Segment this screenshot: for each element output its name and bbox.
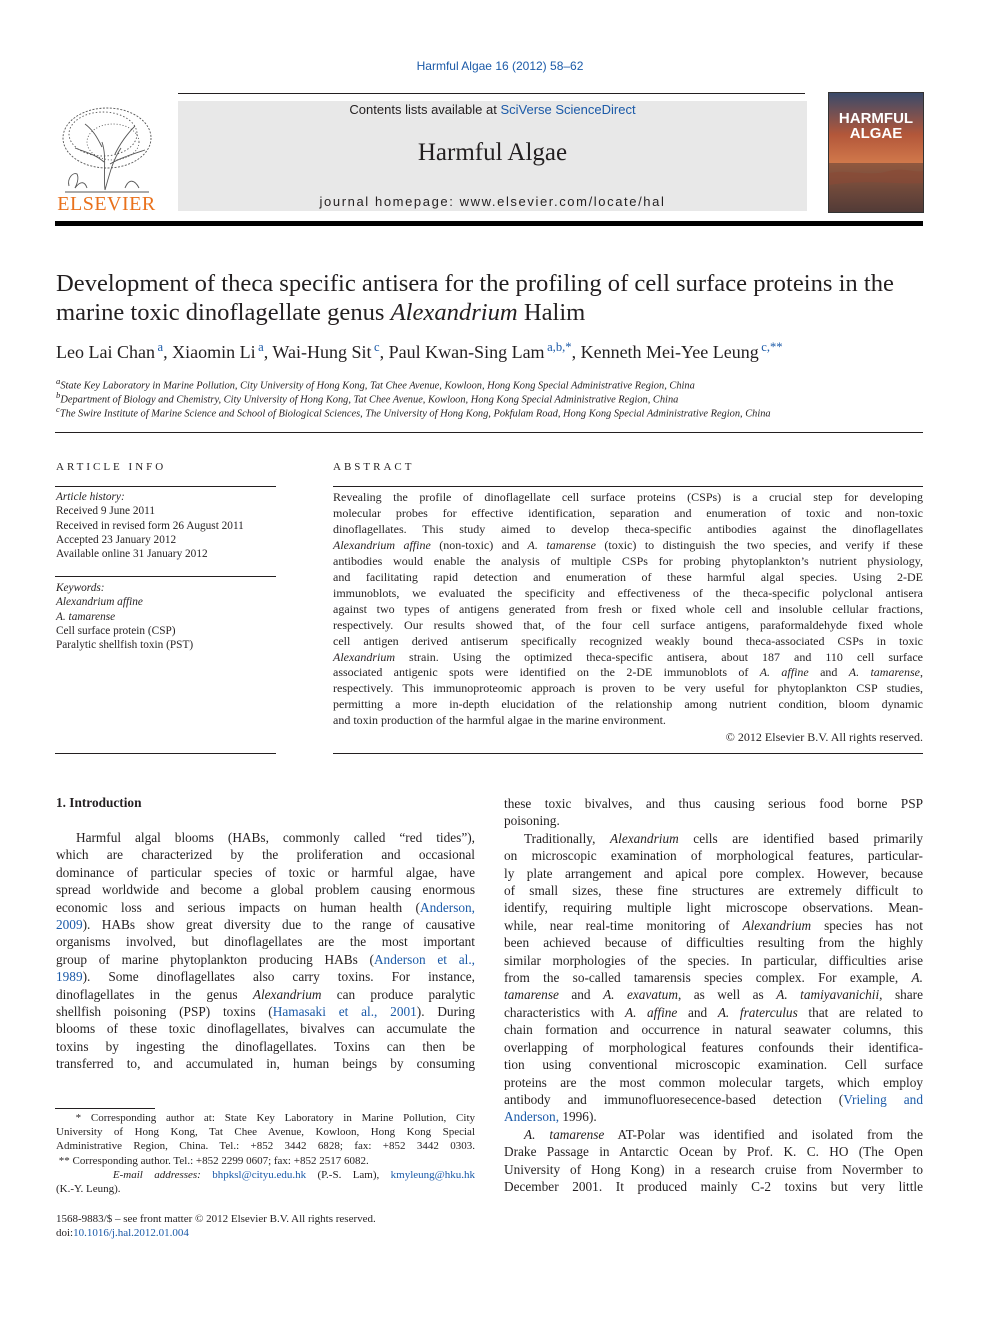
header-divider — [55, 221, 923, 226]
abstract-line: and facilitating rapid detection and enumeration of these harmful algal species. Using 2-DE — [333, 569, 923, 584]
body-line: 1989). Some dinoflagellates also carry toxins. For instance, — [56, 969, 475, 985]
homepage-line — [178, 194, 807, 209]
body-line: economic loss and serious impacts on human health (Anderson, — [56, 899, 475, 915]
footnote-line: * Corresponding author at: State Key Laboratory in Marine Pollution, City — [56, 1112, 475, 1124]
issn-line: 1568-9883/$ – see front matter © 2012 Elsevier B.V. All rights reserved. — [56, 1213, 376, 1225]
affiliation-marker: c — [56, 404, 60, 414]
keyword: A. tamarense — [56, 610, 116, 623]
keyword: Paralytic shellfish toxin (PST) — [56, 639, 194, 652]
body-line: Anderson, 1996). — [504, 1109, 597, 1125]
doi-prefix: doi: — [56, 1227, 74, 1240]
body-line: Harmful algal blooms (HABs, commonly called “red tides”), — [76, 830, 475, 845]
affiliation-text: State Key Laboratory in Marine Pollution, City University of Hong Kong, Tat Chee Avenue, Kowloon, Hong Kong Special Administrative Region, China — [60, 380, 695, 392]
body-line: been achieved because of difficulties resulting from the highly — [504, 935, 923, 951]
footnote-rule — [55, 1108, 155, 1109]
cover-title — [829, 111, 923, 141]
author-affiliation-marker[interactable]: a,b,* — [544, 340, 572, 354]
title-genus: Alexandrium — [390, 299, 518, 326]
sciencedirect-link[interactable]: SciVerse ScienceDirect — [500, 102, 636, 117]
author-separator: , — [571, 342, 581, 362]
cover-title-line-2: ALGAE — [849, 125, 903, 142]
body-line: blooms of these toxic dinoflagellates, bivalves can accumulate the — [56, 1021, 475, 1037]
author-affiliation-marker[interactable]: c,** — [758, 340, 783, 354]
contents-line — [178, 102, 807, 117]
body-line: while, near real-time monitoring of Alexandrium species has not — [504, 917, 924, 933]
article-info-rule — [55, 486, 276, 487]
author-name: Leo Lai Chan — [56, 342, 155, 362]
title-divider — [55, 432, 923, 433]
article-title — [56, 269, 926, 327]
author-affiliation-marker[interactable]: c — [371, 340, 380, 354]
body-line: dominance of particular species of toxic or harmful algae, have — [56, 864, 475, 880]
footnotes — [56, 1111, 475, 1196]
journal-citation[interactable]: Harmful Algae 16 (2012) 58–62 — [416, 59, 584, 73]
body-line: antibody and immunofluoresecence-based detection (Vrieling and — [504, 1091, 923, 1107]
abstract-line: and toxin production of the harmful algae in the marine environment. — [333, 713, 666, 728]
body-column-left — [56, 829, 475, 1073]
body-column-right — [504, 795, 923, 1195]
author-name: Kenneth Mei-Yee Leung — [580, 342, 759, 362]
body-line: shellfish poisoning (PSP) toxins (Hamasaki et al., 2001). During — [56, 1004, 475, 1020]
abstract-line: Alexandrium affine (non-toxic) and A. tamarense (toxic) to distinguish the two species, and verify if these — [333, 537, 923, 552]
author-affiliation-marker[interactable]: a — [154, 340, 164, 354]
body-line: transferred to, and accumulated in, human beings by consuming — [56, 1056, 475, 1072]
title-author-citation: Halim — [517, 299, 586, 326]
body-line: ly plate arrangement and apical pore complex. However, because — [504, 865, 923, 881]
affiliation-c — [56, 404, 936, 419]
affiliation-marker: b — [56, 390, 61, 400]
keywords — [56, 581, 276, 652]
masthead-rule — [178, 93, 805, 94]
abstract-line: dinoflagellates. This study aimed to develop theca-specific antibodies against the dinoflagellates — [333, 521, 923, 536]
footnote-line: University of Hong Kong, Tat Chee Avenue, Kowloon, Hong Kong Special — [56, 1126, 475, 1139]
cover-title-line-1: HARMFUL — [838, 110, 914, 127]
abstract-line: Revealing the profile of dinoflagellate cell surface proteins (CSPs) is a crucial step for developing — [333, 490, 923, 504]
front-matter-footer — [56, 1212, 475, 1240]
affiliation-marker: a — [56, 376, 61, 386]
abstract-text — [333, 490, 923, 729]
body-line: from the so-called tamarensis species complex. For example, A. — [504, 970, 923, 986]
keyword: Cell surface protein (CSP) — [56, 624, 176, 637]
body-line: Traditionally, Alexandrium cells are identified based primarily — [524, 830, 923, 846]
history-revised: Received in revised form 26 August 2011 — [56, 519, 244, 532]
contents-prefix: Contents lists available at — [349, 102, 501, 117]
author-separator: , — [263, 342, 273, 362]
section-heading-introduction: 1. Introduction — [56, 795, 142, 810]
abstract-heading: ABSTRACT — [333, 461, 415, 473]
body-line: A. tamarense AT-Polar was identified and isolated from the — [524, 1126, 923, 1142]
body-line: characteristics with A. affine and A. fraterculus that are related to — [504, 1004, 923, 1020]
keyword: Alexandrium affine — [56, 596, 143, 609]
doi-line — [56, 1226, 475, 1240]
body-line: dinoflagellates in the genus Alexandrium can produce paralytic — [56, 986, 476, 1002]
abstract-line: molecular probes for effective identification, separation and enumeration of toxic and non-toxic — [333, 505, 923, 520]
keywords-rule — [55, 576, 276, 577]
body-line: overlapping of morphological features confounds their identifica- — [504, 1039, 923, 1055]
body-line: proteins are the most common molecular targets, which employ — [504, 1074, 923, 1090]
body-line: Drake Passage in Antarctic Ocean by Prof. K. C. HO (The Open — [504, 1144, 923, 1160]
article-info-heading: ARTICLE INFO — [56, 461, 167, 473]
body-line: on microscopic examination of morphological features, particular- — [504, 848, 923, 864]
history-online: Available online 31 January 2012 — [56, 548, 208, 561]
author-affiliation-marker[interactable]: a — [255, 340, 264, 354]
body-line: these toxic bivalves, and thus causing serious food borne PSP — [504, 796, 923, 811]
footnote-line: Administrative Region, China. Tel.: +852 3442 6828; fax: +852 3442 0303. — [56, 1140, 475, 1153]
abstract-line: permitting a more in-depth elucidation of the relationship among nutrient condition, bloom dynamic — [333, 697, 923, 712]
body-line: group of marine phytoplankton producing HABs (Anderson et al., — [56, 951, 475, 967]
body-line: of small sizes, these fine structures are extremely difficult to — [504, 883, 923, 899]
abstract-line: Alexandrium strain. Using the optimized theca-specific antisera, about 187 and 110 cell surface — [333, 649, 923, 664]
body-line: chain formation and occurrence in natural seawater columns, this — [504, 1022, 923, 1038]
elsevier-wordmark: ELSEVIER — [57, 193, 156, 215]
abstract-line: associated antigenic spots were identified on the 2-DE immunoblots of A. affine and A. tamarense, — [333, 665, 923, 680]
journal-name: Harmful Algae — [417, 139, 568, 166]
abstract-copyright: © 2012 Elsevier B.V. All rights reserved. — [725, 730, 923, 744]
author-separator: , — [163, 342, 173, 362]
journal-cover-image[interactable] — [828, 92, 924, 213]
footnote-line: (K.-Y. Leung). — [56, 1183, 121, 1196]
article-info-bottom-rule — [55, 753, 276, 754]
body-line: 2009). HABs show great diversity due to the range of causative — [56, 917, 475, 933]
abstract-line: respectively. Our results showed that, of the four cell surface antigens, paraformaldehyde fixed whole — [333, 617, 923, 632]
body-line: toxins by ingesting the dinoflagellates. Toxins can then be — [56, 1038, 475, 1054]
abstract-rule — [333, 486, 923, 487]
article-history — [56, 490, 276, 561]
body-line: identify, requiring multiple light microscope observations. Mean- — [504, 900, 923, 916]
author-name: Paul Kwan-Sing Lam — [388, 342, 545, 362]
author-separator: , — [379, 342, 389, 362]
homepage-prefix: journal homepage: — [319, 194, 460, 209]
body-line: tion using conventional microscopic examination. Cell surface — [504, 1057, 923, 1073]
homepage-url-link[interactable]: www.elsevier.com/locate/hal — [459, 194, 666, 209]
body-line: spread worldwide and become a global problem causing enormous — [56, 882, 475, 898]
body-line: December 2001. It produced mainly C-2 toxins but very little — [504, 1178, 923, 1194]
doi-link[interactable]: 10.1016/j.hal.2012.01.004 — [73, 1227, 189, 1240]
abstract-line: against two types of antigens generated from fresh or fixed whole cell and insoluble cellular fractions, — [333, 601, 923, 616]
author-list — [56, 342, 936, 363]
author-name: Xiaomin Li — [172, 342, 256, 362]
body-line: tamarense and A. exavatum, as well as A. tamiyavanichii, share — [504, 987, 924, 1003]
keywords-label: Keywords: — [56, 582, 105, 594]
body-line: similar morphologies of the species. In particular, difficulties arise — [504, 952, 923, 968]
history-label: Article history: — [56, 491, 125, 503]
body-line: organisms involved, but dinoflagellates are the most important — [56, 934, 475, 950]
affiliation-text: Department of Biology and Chemistry, City University of Hong Kong, Tat Chee Avenue, Kowloon, Hong Kong Special Administrative Region, China — [60, 394, 679, 406]
body-line: which are characterized by the proliferation and occasional — [56, 847, 475, 863]
abstract-line: cell antigen derived antiserum specifically recognized weakly bound theca-associated CSPs in toxic — [333, 633, 923, 648]
affiliation-text: The Swire Institute of Marine Science and School of Biological Sciences, The University of Hong Kong, Pokfulam Road, Hong Kong Special Administrative Region, China — [59, 408, 771, 420]
footnote-line: E-mail addresses: bhpksl@cityu.edu.hk (P.-S. Lam), kmyleung@hku.hk — [112, 1168, 476, 1181]
abstract-line: antibodies would enable the analysis of multiple CSPs for probing phytoplankton’s nutrient physiology, — [333, 553, 923, 568]
title-text: Development of theca specific antisera for the profiling of cell surface proteins in the marine toxic dinoflagellate genus — [56, 270, 894, 326]
history-received: Received 9 June 2011 — [56, 505, 156, 518]
abstract-line: immunoblots, we evaluated the specificity and effectiveness of the theca-specific polyclonal antisera — [333, 585, 923, 600]
author-name: Wai-Hung Sit — [272, 342, 372, 362]
body-line: University of Hong Kong) in a research cruise from Novermber to — [504, 1161, 923, 1177]
abstract-line: respectively. This immunoproteomic approach is proven to be very useful for phytoplankton CSP studies, — [333, 681, 923, 696]
history-accepted: Accepted 23 January 2012 — [56, 533, 177, 546]
abstract-bottom-rule — [333, 753, 923, 754]
body-line: poisoning. — [504, 813, 560, 829]
footnote-line: ** Corresponding author. Tel.: +852 2299 0607; fax: +852 2517 6082. — [56, 1154, 369, 1167]
